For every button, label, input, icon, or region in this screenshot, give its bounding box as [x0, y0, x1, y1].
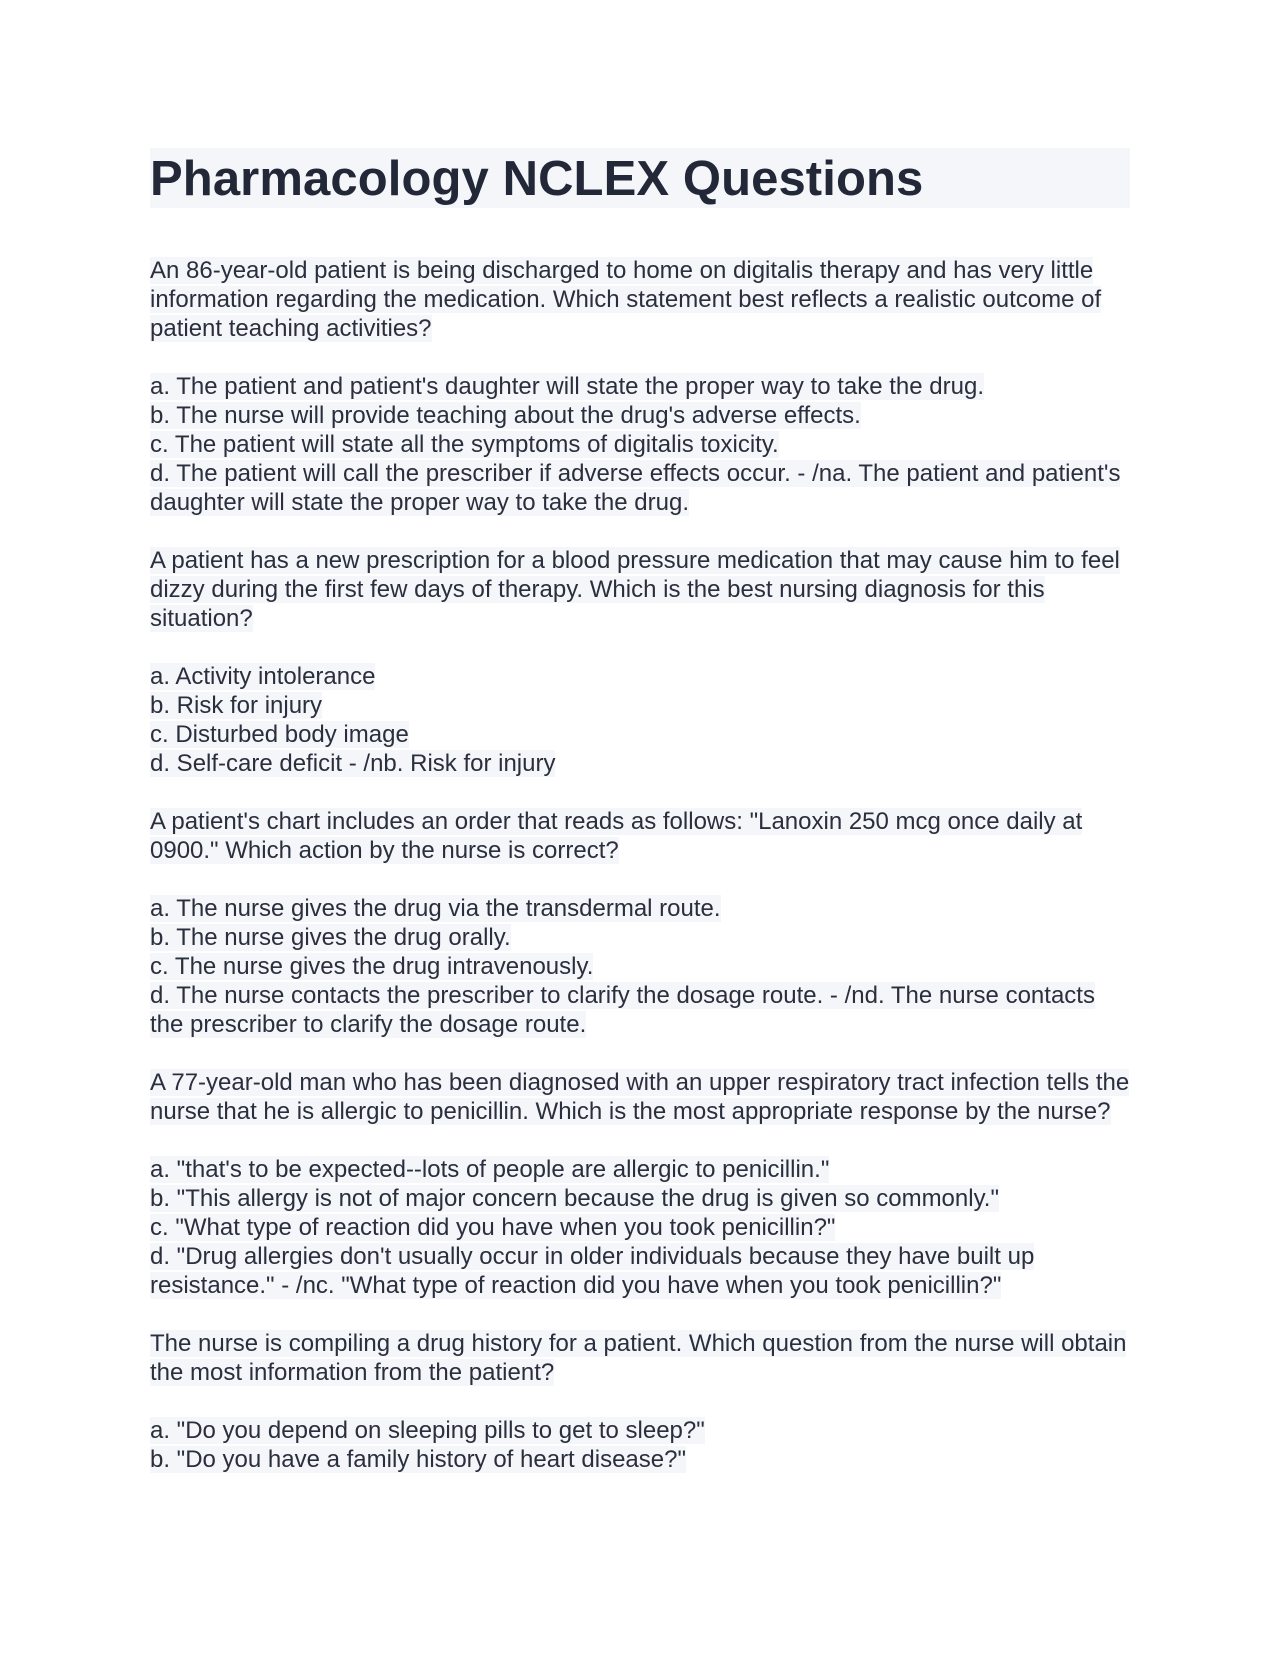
option-text: c. The nurse gives the drug intravenously.	[150, 953, 594, 980]
option-item	[150, 691, 1130, 720]
question-1-options	[150, 372, 1130, 517]
option-text: d. Self-care deficit - /nb. Risk for injury	[150, 750, 556, 777]
option-text: d. The patient will call the prescriber if adverse effects occur. - /na. The patient and patient's daughter will state the proper way to take the drug.	[150, 460, 1121, 516]
question-4-stem	[150, 1068, 1130, 1126]
question-stem-text: A 77-year-old man who has been diagnosed with an upper respiratory tract infection tells the nurse that he is allergic to penicillin. Which is the most appropriate response by the nurse?	[150, 1069, 1130, 1125]
question-stem-text: The nurse is compiling a drug history for a patient. Which question from the nurse will obtain the most information from the patient?	[150, 1330, 1127, 1386]
option-item	[150, 749, 1130, 778]
option-item	[150, 430, 1130, 459]
option-text: d. "Drug allergies don't usually occur in older individuals because they have built up resistance." - /nc. "What type of reaction did you have when you took penicillin?"	[150, 1243, 1035, 1299]
page-title: Pharmacology NCLEX Questions	[150, 152, 924, 206]
question-4-options	[150, 1155, 1130, 1300]
option-text: b. "This allergy is not of major concern because the drug is given so commonly."	[150, 1185, 999, 1212]
option-item	[150, 923, 1130, 952]
title-banner	[150, 148, 1130, 208]
question-5-options	[150, 1416, 1130, 1474]
option-item	[150, 981, 1130, 1039]
option-text: a. "Do you depend on sleeping pills to get to sleep?"	[150, 1417, 705, 1444]
option-item	[150, 459, 1130, 517]
option-text: a. "that's to be expected--lots of people are allergic to penicillin."	[150, 1156, 830, 1183]
option-item	[150, 1155, 1130, 1184]
option-text: a. The patient and patient's daughter will state the proper way to take the drug.	[150, 373, 984, 400]
option-item	[150, 1416, 1130, 1445]
option-item	[150, 1184, 1130, 1213]
question-1-stem	[150, 256, 1130, 343]
question-5-stem	[150, 1329, 1130, 1387]
option-text: b. Risk for injury	[150, 692, 323, 719]
option-text: b. The nurse gives the drug orally.	[150, 924, 511, 951]
option-text: d. The nurse contacts the prescriber to clarify the dosage route. - /nd. The nurse contacts the prescriber to clarify the dosage route.	[150, 982, 1095, 1038]
option-item	[150, 952, 1130, 981]
option-text: c. Disturbed body image	[150, 721, 409, 748]
option-text: c. The patient will state all the symptoms of digitalis toxicity.	[150, 431, 779, 458]
document-page	[150, 148, 1130, 1503]
option-item	[150, 372, 1130, 401]
question-2-stem	[150, 546, 1130, 633]
question-stem-text: A patient's chart includes an order that reads as follows: "Lanoxin 250 mcg once daily at 0900." Which action by the nurse is correct?	[150, 808, 1083, 864]
option-item	[150, 720, 1130, 749]
option-item	[150, 1213, 1130, 1242]
question-stem-text: A patient has a new prescription for a blood pressure medication that may cause him to feel dizzy during the first few days of therapy. Which is the best nursing diagnosis for this situation?	[150, 547, 1120, 632]
option-item	[150, 1242, 1130, 1300]
question-stem-text: An 86-year-old patient is being discharged to home on digitalis therapy and has very little information regarding the medication. Which statement best reflects a realistic outcome of patient teaching activities?	[150, 257, 1102, 342]
option-text: b. "Do you have a family history of heart disease?"	[150, 1446, 686, 1473]
option-item	[150, 894, 1130, 923]
option-text: c. "What type of reaction did you have when you took penicillin?"	[150, 1214, 836, 1241]
option-text: a. The nurse gives the drug via the transdermal route.	[150, 895, 721, 922]
option-item	[150, 1445, 1130, 1474]
option-text: a. Activity intolerance	[150, 663, 376, 690]
option-text: b. The nurse will provide teaching about the drug's adverse effects.	[150, 402, 861, 429]
question-2-options	[150, 662, 1130, 778]
question-3-options	[150, 894, 1130, 1039]
option-item	[150, 401, 1130, 430]
option-item	[150, 662, 1130, 691]
question-3-stem	[150, 807, 1130, 865]
